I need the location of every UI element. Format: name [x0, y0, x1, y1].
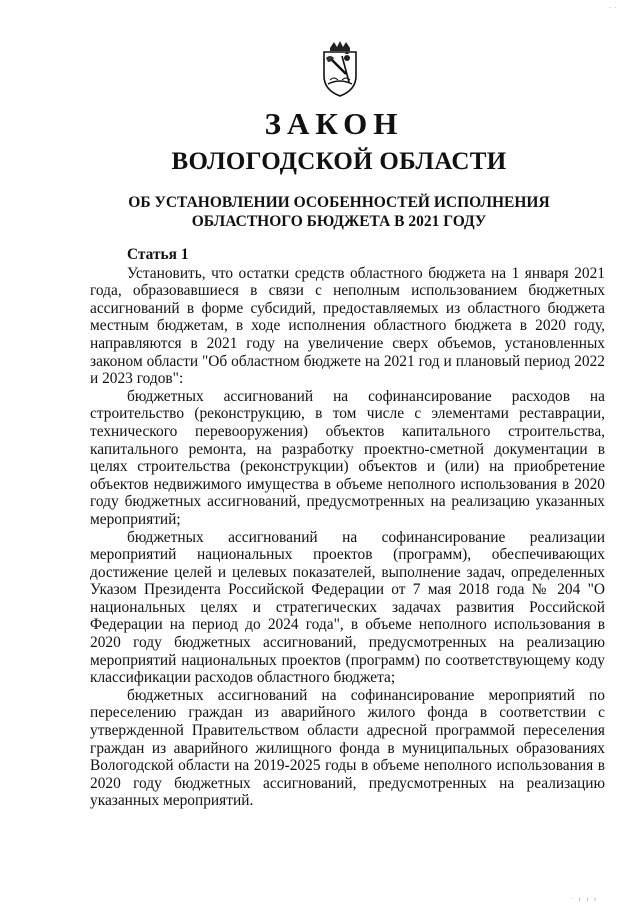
law-subtitle — [0, 193, 640, 231]
vologda-coat-of-arms-icon — [316, 40, 364, 98]
article-paragraph: Установить, что остатки средств областного бюджета на 1 января 2021 года, образовавшиеся в связи с неполным использованием бюджетных ассигнований в форме субсидий, предоставляемых из областного бюджета местным бюджетам, в ходе исполнения областного бюджета в 2020 году, направляются в 2021 году на увеличение сверх объемов, установленных законом области "Об областном бюджете на 2021 год и плановый период 2022 и 2023 годов": — [90, 264, 605, 388]
subtitle-line-1: ОБ УСТАНОВЛЕНИИ ОСОБЕННОСТЕЙ ИСПОЛНЕНИЯ — [128, 194, 550, 211]
subtitle-line-2: ОБЛАСТНОГО БЮДЖЕТА В 2021 ГОДУ — [191, 213, 487, 230]
article-paragraph: бюджетных ассигнований на софинансирование расходов на строительство (реконструкцию, в том числе с элементами реставрации, технического перевооружения) объектов капитального строительства, капитального ремонта, на разработку проектно-сметной документации в целях строительства (реконструкции) объектов и (или) на приобретение объектов недвижимого имущества в объеме неполного использования в 2020 году бюджетных ассигнований, предусмотренных на реализацию указанных мероприятий; — [90, 387, 605, 528]
article-paragraph: бюджетных ассигнований на софинансирование реализации мероприятий национальных проектов (программ), обеспечивающих достижение целей и целевых показателей, выполнение задач, определенных Указом Президента Российской Федерации от 7 мая 2018 года № 204 "О национальных целях и стратегических задачах развития Российской Федерации на период до 2024 года", в объеме неполного использования в 2020 году бюджетных ассигнований, предусмотренных на реализацию мероприятий национальных проектов (программ) по соответствующему коду классификации расходов областного бюджета; — [90, 528, 605, 687]
article-heading: Статья 1 — [127, 246, 189, 263]
corner-mark: · · — [608, 4, 618, 12]
document-type-title: ЗАКОН — [264, 106, 404, 141]
region-title: ВОЛОГОДСКОЙ ОБЛАСТИ — [171, 148, 507, 175]
footer-mark: · ı ı ı — [570, 895, 598, 903]
article-paragraph: бюджетных ассигнований на софинансирование мероприятий по переселению граждан из аварийного жилого фонда в соответствии с утвержденной Правительством области адресной программой переселения граждан из аварийного жилищного фонда в муниципальных образованиях Вологодской области на 2019-2025 годы в объеме неполного использования в 2020 году бюджетных ассигнований, предусмотренных на реализацию указанных мероприятий. — [90, 686, 605, 810]
article-body — [90, 246, 605, 810]
